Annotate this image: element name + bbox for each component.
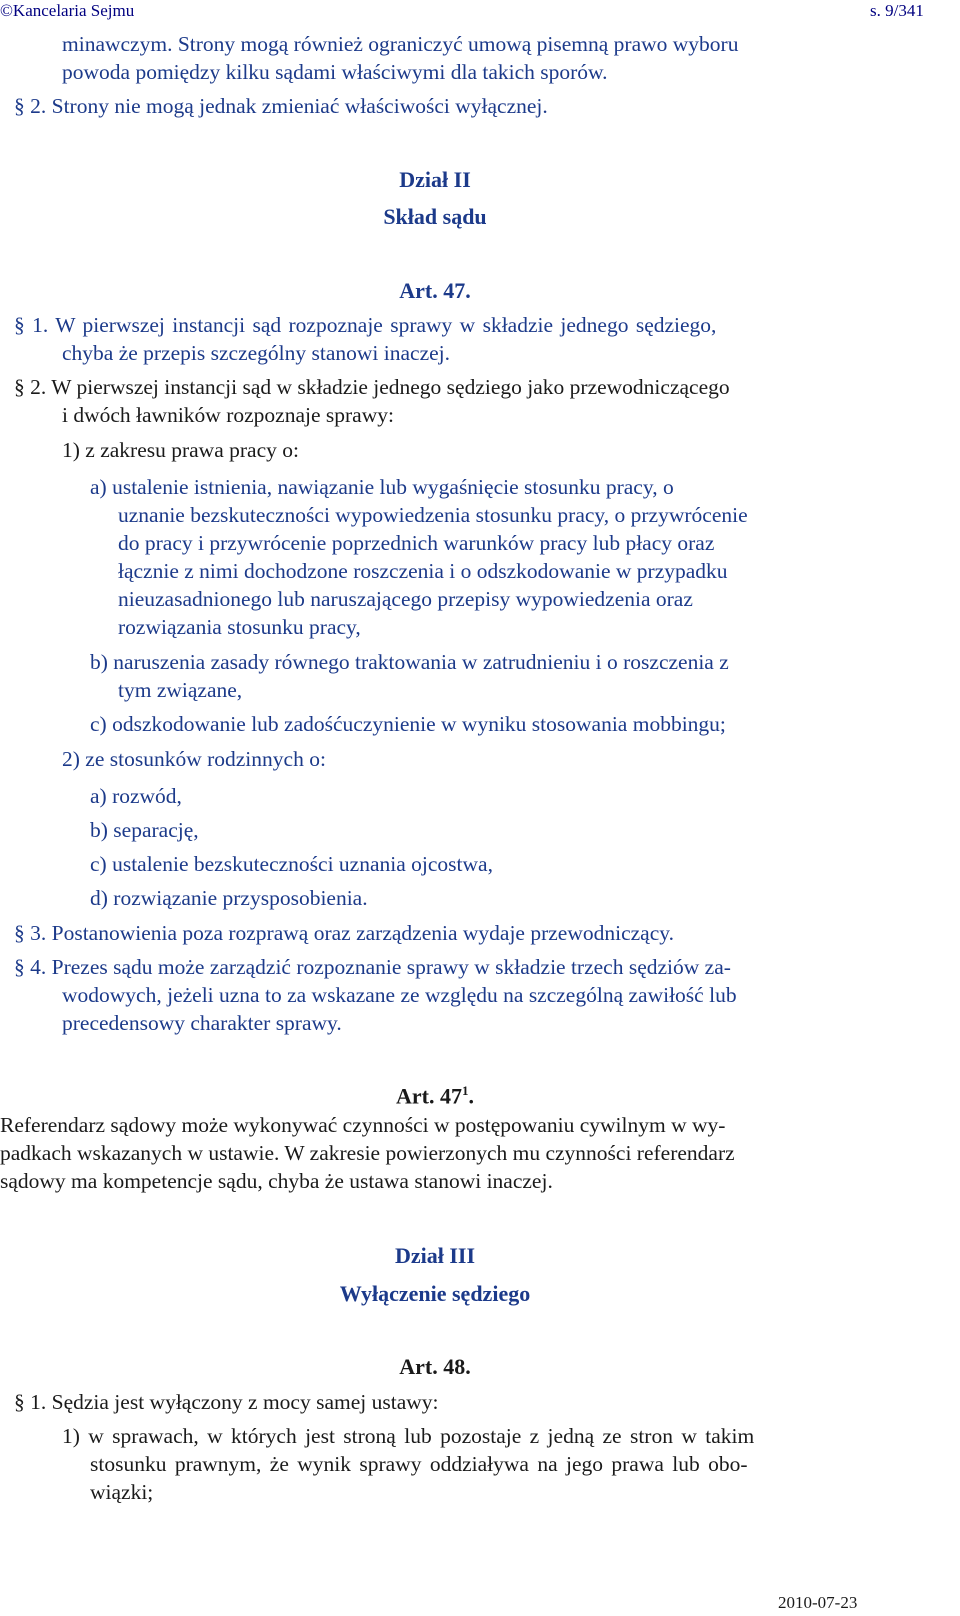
text-line: padkach wskazanych w ustawie. W zakresie powierzonych mu czynności referendarz: [0, 1141, 735, 1165]
list-item: a) ustalenie istnienia, nawiązanie lub wygaśnięcie stosunku pracy, o: [90, 475, 674, 499]
text-line: chyba że przepis szczególny stanowi inaczej.: [62, 341, 451, 365]
text-line: wodowych, jeżeli uzna to za wskazane ze względu na szczególną zawiłość lub: [62, 983, 737, 1007]
text-line: stosunku prawnym, że wynik sprawy oddziaływa na jego prawa lub obo-: [90, 1452, 748, 1476]
list-item: a) rozwód,: [90, 784, 182, 808]
section-heading: Dział II: [399, 167, 471, 192]
article-heading: [0, 1077, 870, 1110]
article-heading: Art. 47.: [399, 278, 471, 303]
list-item: 2) ze stosunków rodzinnych o:: [62, 747, 326, 771]
text-line: Referendarz sądowy może wykonywać czynności w postępowaniu cywilnym w wy-: [0, 1113, 726, 1137]
text-line: § 1. Sędzia jest wyłączony z mocy samej ustawy:: [14, 1390, 439, 1414]
text-line: łącznie z nimi dochodzone roszczenia i o odszkodowanie w przypadku: [118, 559, 728, 583]
text-line: minawczym. Strony mogą również ograniczyć umową pisemną prawo wyboru: [62, 32, 739, 56]
section-title: Skład sądu: [383, 204, 487, 229]
text-line: § 1. W pierwszej instancji sąd rozpoznaje sprawy w składzie jednego sędziego,: [14, 313, 717, 337]
text-line: powoda pomiędzy kilku sądami właściwymi dla takich sporów.: [62, 60, 608, 84]
text-line: uznanie bezskuteczności wypowiedzenia stosunku pracy, o przywrócenie: [118, 503, 748, 527]
text-line: § 4. Prezes sądu może zarządzić rozpoznanie sprawy w składzie trzech sędziów za-: [14, 955, 731, 979]
text-line: § 3. Postanowienia poza rozprawą oraz zarządzenia wydaje przewodniczący.: [14, 921, 674, 945]
header-page-number: s. 9/341: [870, 1, 924, 20]
article-heading: Art. 48.: [399, 1354, 471, 1379]
text-line: § 2. Strony nie mogą jednak zmieniać właściwości wyłącznej.: [14, 94, 548, 118]
header-left: ©Kancelaria Sejmu: [0, 1, 135, 20]
text-line: tym związane,: [118, 678, 243, 702]
text-line: nieuzasadnionego lub naruszającego przepisy wypowiedzenia oraz: [118, 587, 693, 611]
list-item: b) naruszenia zasady równego traktowania w zatrudnieniu i o roszczenia z: [90, 650, 729, 674]
text-line: § 2. W pierwszej instancji sąd w składzie jednego sędziego jako przewodniczącego: [14, 375, 730, 399]
section-heading: Dział III: [394, 1243, 476, 1268]
list-item: d) rozwiązanie przysposobienia.: [90, 886, 368, 910]
text-line: precedensowy charakter sprawy.: [62, 1011, 342, 1035]
list-item: c) odszkodowanie lub zadośćuczynienie w wyniku stosowania mobbingu;: [90, 712, 726, 736]
list-item: 1) z zakresu prawa pracy o:: [62, 438, 299, 462]
text-line: wiązki;: [90, 1480, 154, 1504]
section-title: Wyłączenie sędziego: [339, 1281, 531, 1306]
text-line: sądowy ma kompetencje sądu, chyba że ustawa stanowi inaczej.: [0, 1169, 553, 1193]
article-number: Art. 47: [396, 1083, 462, 1109]
article-dot: .: [468, 1083, 474, 1109]
list-item: b) separację,: [90, 818, 199, 842]
article-superscript: 1: [461, 1083, 469, 1098]
text-line: rozwiązania stosunku pracy,: [118, 615, 361, 639]
text-line: i dwóch ławników rozpoznaje sprawy:: [62, 403, 394, 427]
footer-date: 2010-07-23: [778, 1593, 858, 1612]
text-line: do pracy i przywrócenie poprzednich warunków pracy lub płacy oraz: [118, 531, 715, 555]
list-item: 1) w sprawach, w których jest stroną lub pozostaje z jedną ze stron w takim: [62, 1424, 755, 1448]
list-item: c) ustalenie bezskuteczności uznania ojcostwa,: [90, 852, 493, 876]
